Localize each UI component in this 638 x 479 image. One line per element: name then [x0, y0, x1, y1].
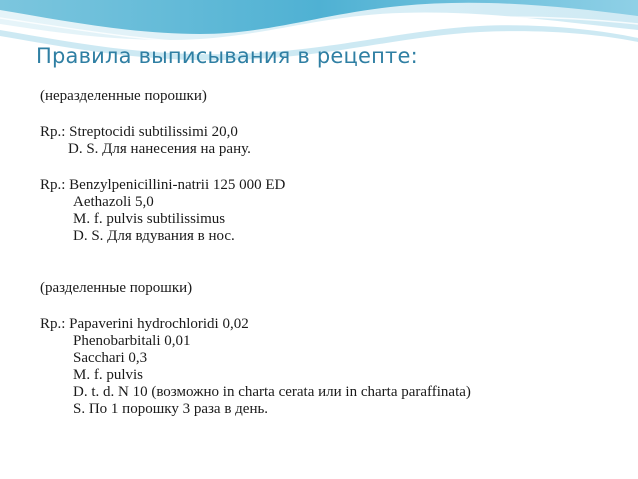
rx-2-line-2: Aethazoli 5,0 [73, 194, 154, 210]
rx-3-line-5: D. t. d. N 10 (возможно in charta cerata или in charta paraffinata) [73, 384, 471, 400]
rx-3-line-6: S. По 1 порошку 3 раза в день. [73, 401, 269, 417]
rx-3-line-3: Sacchari 0,3 [73, 350, 148, 366]
rx-3-line-4: M. f. pulvis [73, 367, 144, 383]
header-wave-decoration [0, 0, 638, 80]
rx-3-line-2: Phenobarbitali 0,01 [73, 333, 191, 349]
spacer [40, 105, 471, 124]
spacer [40, 158, 471, 177]
spacer [40, 245, 471, 280]
rx-1-line-2: D. S. Для нанесения на рану. [68, 141, 251, 157]
slide-title: Правила выписывания в рецепте: [36, 44, 418, 68]
rx-3-line-1: Rp.: Papaverini hydrochloridi 0,02 [40, 316, 249, 332]
section-heading-divided: (разделенные порошки) [40, 280, 193, 296]
prescription-body [40, 88, 471, 418]
rx-2-line-4: D. S. Для вдувания в нос. [73, 228, 235, 244]
spacer [40, 297, 471, 316]
section-heading-undivided: (неразделенные порошки) [40, 88, 207, 104]
rx-1-line-1: Rp.: Streptocidi subtilissimi 20,0 [40, 124, 238, 140]
rx-2-line-1: Rp.: Benzylpenicillini-natrii 125 000 ED [40, 177, 286, 193]
rx-2-line-3: M. f. pulvis subtilissimus [73, 211, 226, 227]
